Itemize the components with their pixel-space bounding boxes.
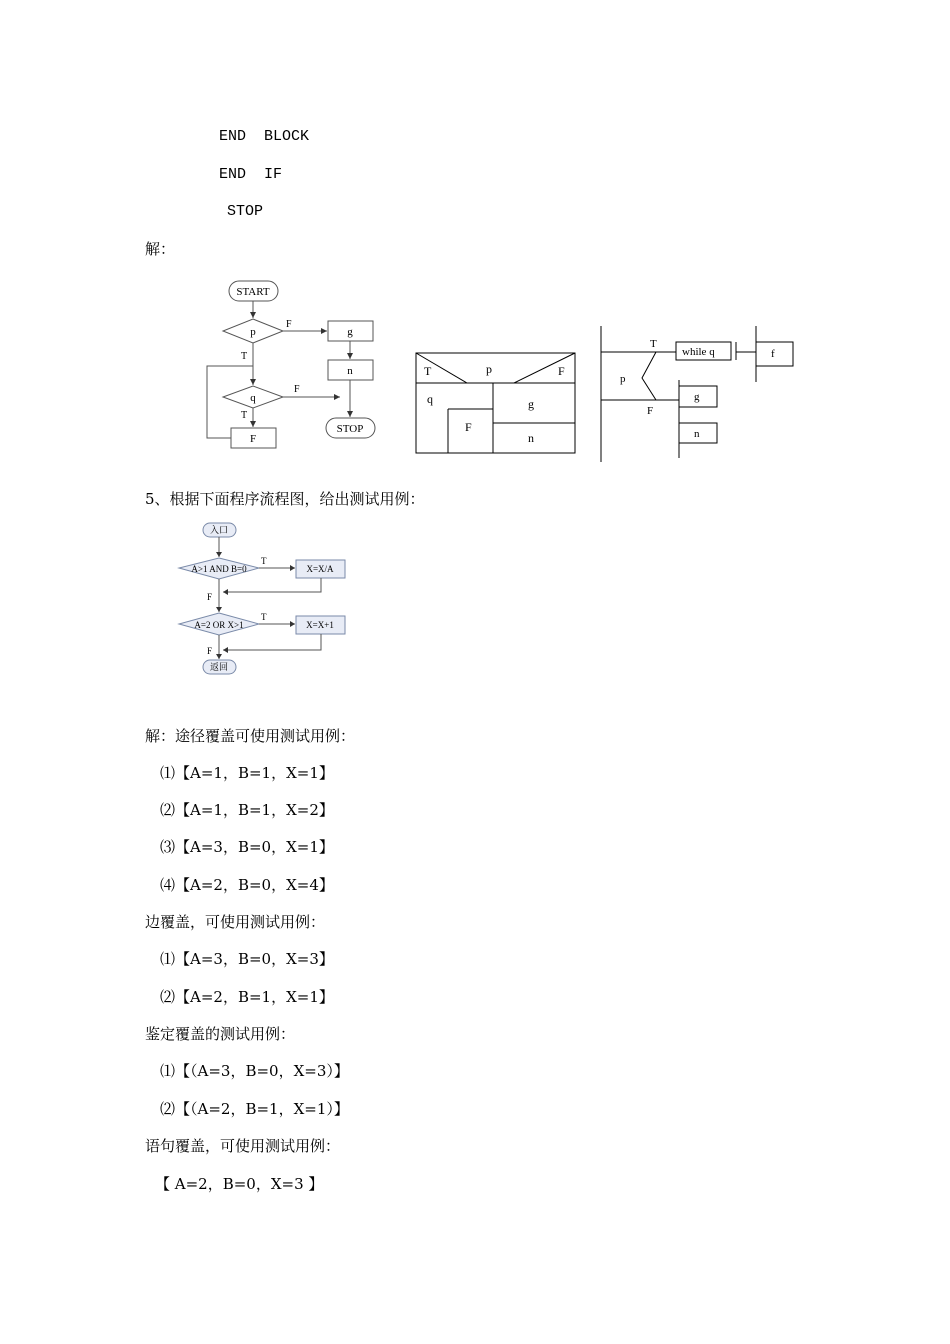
ns-q-label: q bbox=[427, 392, 433, 406]
ns-inner-f-label: F bbox=[465, 420, 472, 434]
q-label: q bbox=[250, 392, 256, 404]
pad-n-label: n bbox=[694, 428, 700, 440]
q-false-label: F bbox=[294, 384, 300, 395]
cond2-false-label: F bbox=[207, 646, 213, 656]
pad-while-q-label: while q bbox=[682, 346, 715, 358]
condition-2-label: A=2 OR X>1 bbox=[194, 620, 244, 630]
cond1-false-label: F bbox=[207, 592, 213, 602]
ns-n-label: n bbox=[528, 431, 534, 445]
pad-g-label: g bbox=[694, 391, 700, 403]
question-5: 5、根据下面程序流程图，给出测试用例： bbox=[145, 490, 425, 508]
p-false-label: F bbox=[286, 319, 292, 330]
decision-coverage-title: 鉴定覆盖的测试用例： bbox=[145, 1025, 296, 1043]
pad-diagram bbox=[595, 322, 800, 467]
p-label: p bbox=[250, 326, 256, 338]
pad-f-box-label: f bbox=[771, 348, 775, 360]
action-1-label: X=X/A bbox=[306, 564, 334, 574]
action-2-label: X=X+1 bbox=[306, 620, 334, 630]
cond2-true-label: T bbox=[261, 612, 267, 622]
edge-case-2: ⑵【A=2，B=1，X=1】 bbox=[160, 988, 334, 1006]
ns-t-label: T bbox=[424, 364, 432, 378]
p-true-label: T bbox=[241, 351, 248, 362]
edge-coverage-title: 边覆盖，可使用测试用例： bbox=[145, 913, 326, 931]
path-coverage-title: 解：途径覆盖可使用测试用例： bbox=[145, 727, 356, 745]
pad-f-label: F bbox=[647, 405, 654, 417]
statement-coverage-title: 语句覆盖，可使用测试用例： bbox=[145, 1137, 341, 1155]
answer-label: 解： bbox=[145, 240, 176, 258]
stop-label: STOP bbox=[336, 423, 364, 435]
path-case-4: ⑷【A=2，B=0，X=4】 bbox=[160, 876, 334, 894]
ns-diagram bbox=[410, 348, 582, 458]
path-case-2: ⑵【A=1，B=1，X=2】 bbox=[160, 801, 334, 819]
code-end-if: END IF bbox=[219, 166, 283, 183]
code-end-block: END BLOCK bbox=[219, 128, 310, 145]
statement-case: 【 A=2，B=0，X=3 】 bbox=[155, 1175, 324, 1193]
edge-case-1: ⑴【A=3，B=0，X=3】 bbox=[160, 950, 334, 968]
test-flowchart bbox=[175, 518, 355, 680]
entry-label: 入口 bbox=[209, 525, 229, 535]
program-flowchart bbox=[200, 275, 390, 455]
g-label: g bbox=[347, 326, 353, 338]
ns-p-label: p bbox=[486, 362, 492, 376]
exit-label: 返回 bbox=[209, 662, 229, 672]
ns-f-label: F bbox=[558, 364, 565, 378]
start-label: START bbox=[236, 286, 270, 298]
q-true-label: T bbox=[241, 410, 248, 421]
decision-case-1: ⑴【（A=3，B=0，X=3）】 bbox=[160, 1062, 349, 1080]
path-case-3: ⑶【A=3，B=0，X=1】 bbox=[160, 838, 334, 856]
cond1-true-label: T bbox=[261, 556, 267, 566]
n-label: n bbox=[347, 365, 353, 377]
condition-1-label: A>1 AND B=0 bbox=[191, 564, 247, 574]
ns-g-label: g bbox=[528, 397, 534, 411]
code-stop: STOP bbox=[227, 203, 264, 220]
pad-p-label: p bbox=[620, 373, 626, 385]
decision-case-2: ⑵【（A=2，B=1，X=1）】 bbox=[160, 1100, 349, 1118]
pad-t-label: T bbox=[650, 338, 657, 350]
f-box-label: F bbox=[249, 433, 257, 445]
path-case-1: ⑴【A=1，B=1，X=1】 bbox=[160, 764, 334, 782]
